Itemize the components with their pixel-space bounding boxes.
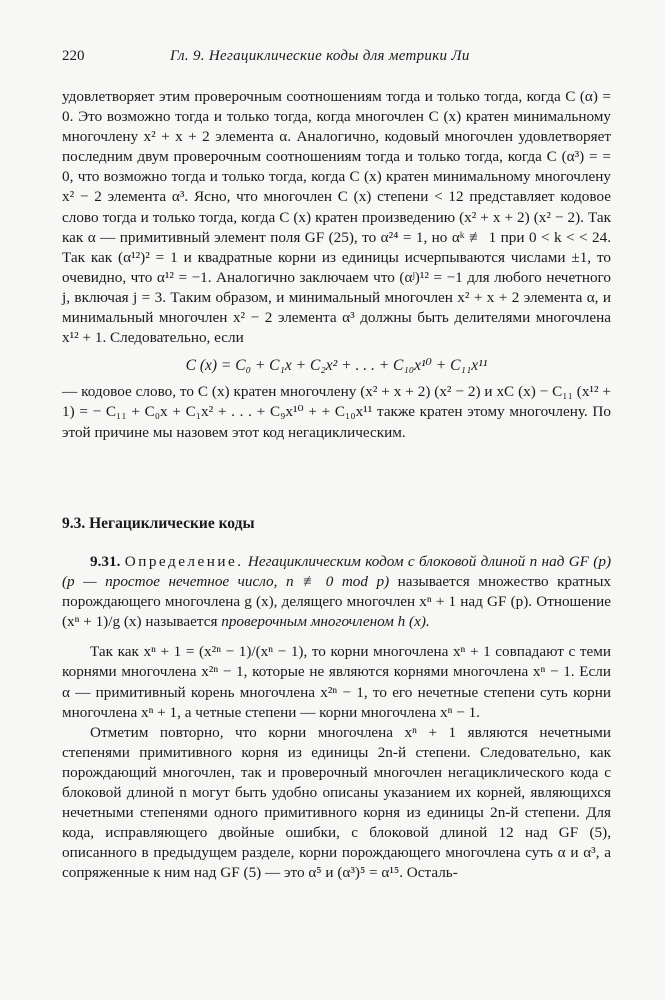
definition-term: проверочным многочленом h (x). [221,613,430,631]
definition-text: называется множество кратных порождающего многочлена g (x), делящего многочлен xⁿ + 1 над GF (p). Отношение (xⁿ + 1)/g (x) называется [62,573,611,631]
definition-italic: Негациклическим кодом с блоковой длиной n над GF (p) (p — простое нечетное число, n ≢ 0 mod p) [62,553,612,591]
paragraph: Отметим повторно, что корни многочлена xⁿ + 1 являются нечетными степенями примитивного корня из единицы 2n-й степени. Следовательно, как порождающий многочлен, так и проверочный многочлен негациклического кода с блоковой длиной n могут быть удобно описаны указанием их корней, являющихся нечетными степенями одного примитивного корня из единицы 2n-й степени. Для кода, исправляющего двойные ошибки, с блоковой длиной 12 над GF (5), описанного в предыдущем разделе, корни порождающего многочлена суть α и α³, а сопряженные к ним над GF (5) — это α⁵ и (α³)⁵ = α¹⁵. Осталь- [62,723,611,882]
top-text-block [62,87,611,443]
paragraph: Так как xⁿ + 1 = (x²ⁿ − 1)/(xⁿ − 1), то корни многочлена xⁿ + 1 совпадают с теми корнями многочлена x²ⁿ − 1, которые не являются корнями многочлена xⁿ − 1. Если α — примитивный корень многочлена x²ⁿ − 1, то его нечетные степени суть корни многочлена xⁿ + 1, а четные степени — корни многочлена xⁿ − 1. [62,643,611,721]
page-number: 220 [62,48,85,64]
display-formula: C (x) = C₀ + C₁x + C₂x² + . . . + C₁₀x¹⁰ + C₁₁x¹¹ [185,357,488,375]
running-head: Гл. 9. Негациклические коды для метрики Ли [170,48,470,64]
definition-word: Определение. [124,553,244,570]
definition-paragraph [62,552,611,632]
section-heading: 9.3. Негациклические коды [62,515,255,532]
page-header [62,48,609,72]
bottom-text-block [62,552,611,884]
definition-number: 9.31. [90,553,121,570]
paragraph: удовлетворяет этим проверочным соотношениям тогда и только тогда, когда C (α) = 0. Это возможно тогда и только тогда, когда многочлен C (x) кратен минимальному многочлену x² + x + 2 элемента α. Аналогично, кодовый многочлен удовлетворяет последним двум проверочным соотношениям тогда и только тогда, когда C (α³) = = 0, что возможно тогда и только тогда, когда C (x) кратен минимальному многочлену x² − 2 элемента α³. Ясно, что многочлен C (x) степени < 12 представляет кодовое слово тогда и только тогда, когда C (x) кратен произведению (x² + x + 2) (x² − 2). Так как α — примитивный элемент поля GF (25), то α²⁴ = 1, но αᵏ ≢ 1 при 0 < k < < 24. Так как (α¹²)² = 1 и квадратные корни из единицы исчерпываются числами ±1, то очевидно, что α¹² = −1. Аналогично заключаем что (αʲ)¹² = −1 для любого нечетного j, включая j = 3. Таким образом, и минимальный многочлен x² + x + 2 элемента α, и минимальный многочлен x² − 2 элемента α³ должны быть делителями многочлена x¹² + 1. Следовательно, если [62,88,611,347]
paragraph: — кодовое слово, то C (x) кратен многочлену (x² + x + 2) (x² − 2) и xC (x) − C₁₁ (x¹² + 1) = − C₁₁ + C₀x + C₁x² + . . . + C₉x¹⁰ + + C₁₀x¹¹ также кратен этому многочлену. По этой причине мы назовем этот код негациклическим. [62,383,611,441]
